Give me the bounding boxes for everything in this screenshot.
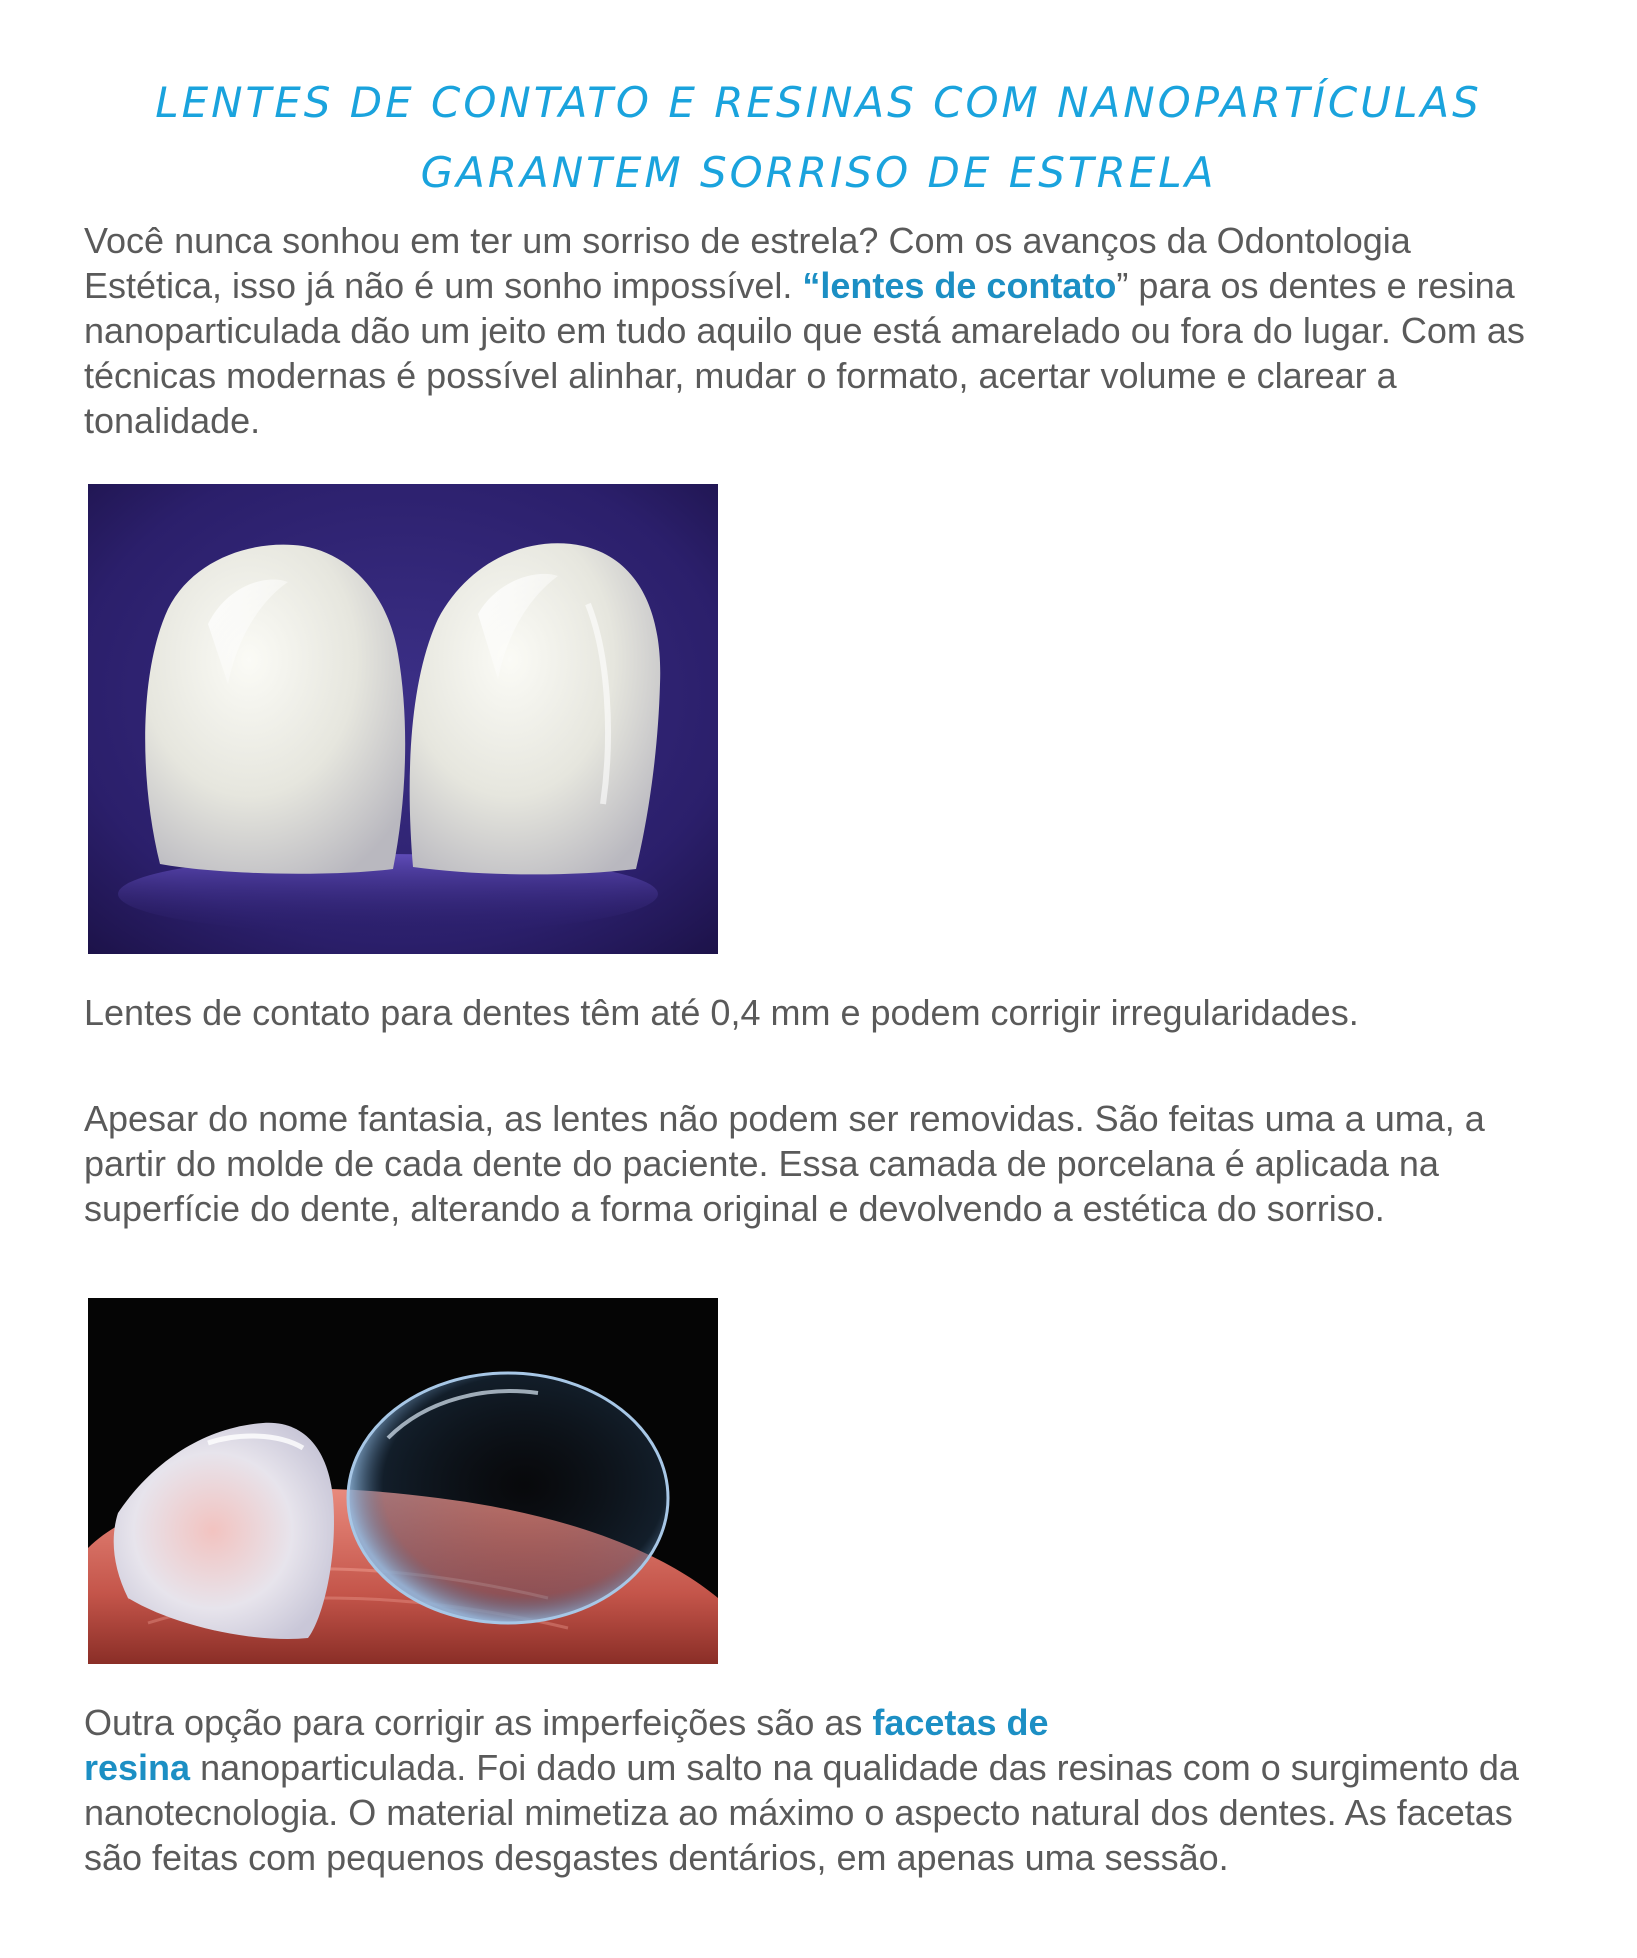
intro-paragraph bbox=[84, 218, 1554, 443]
facetas-de-resina-link-part2[interactable]: resina bbox=[84, 1747, 191, 1788]
resin-facets-paragraph bbox=[84, 1700, 1554, 1880]
resin-text-before: Outra opção para corrigir as imperfeições são as bbox=[84, 1702, 873, 1743]
veneer-and-contact-lens-illustration bbox=[88, 1298, 718, 1664]
resin-text-after: nanoparticulada. Foi dado um salto na qualidade das resinas com o surgimento da nanotecnologia. O material mimetiza ao máximo o aspecto natural dos dentes. As facetas são feitas com pequenos desgastes dentários, em apenas uma sessão. bbox=[84, 1747, 1519, 1878]
intro-text-after: para os dentes e resina nanoparticulada dão um jeito em tudo aquilo que está amarelado ou fora do lugar. Com as técnicas modernas é possível alinhar, mudar o formato, acertar volume e clarear a tonalidade. bbox=[84, 265, 1525, 441]
article-title-line-2: GARANTEM SORRISO DE ESTRELA bbox=[420, 148, 1217, 198]
facetas-de-resina-link-part1[interactable]: facetas de bbox=[872, 1702, 1049, 1743]
article-title bbox=[60, 68, 1577, 208]
intro-quote-close: ” bbox=[1116, 265, 1129, 306]
dental-veneers-illustration bbox=[88, 484, 718, 954]
dental-veneers-photo bbox=[88, 484, 718, 954]
intro-text-before: Você nunca sonhou em ter um sorriso de estrela? Com os avanços da Odontologia Estética, isso já não é um sonho impossível. bbox=[84, 220, 1411, 306]
veneer-caption: Lentes de contato para dentes têm até 0,4 mm e podem corrigir irregularidades. bbox=[84, 992, 1359, 1033]
article-title-line-1: LENTES DE CONTATO E RESINAS COM NANOPARTÍCULAS bbox=[155, 78, 1482, 128]
veneer-description-paragraph: Apesar do nome fantasia, as lentes não podem ser removidas. São feitas uma a uma, a partir do molde de cada dente do paciente. Essa camada de porcelana é aplicada na superfície do dente, alterando a forma original e devolvendo a estética do sorriso. bbox=[84, 1098, 1485, 1229]
veneer-and-contact-lens-photo bbox=[88, 1298, 718, 1664]
intro-quote-open: “ bbox=[802, 265, 821, 306]
lentes-de-contato-link[interactable]: lentes de contato bbox=[820, 265, 1117, 306]
